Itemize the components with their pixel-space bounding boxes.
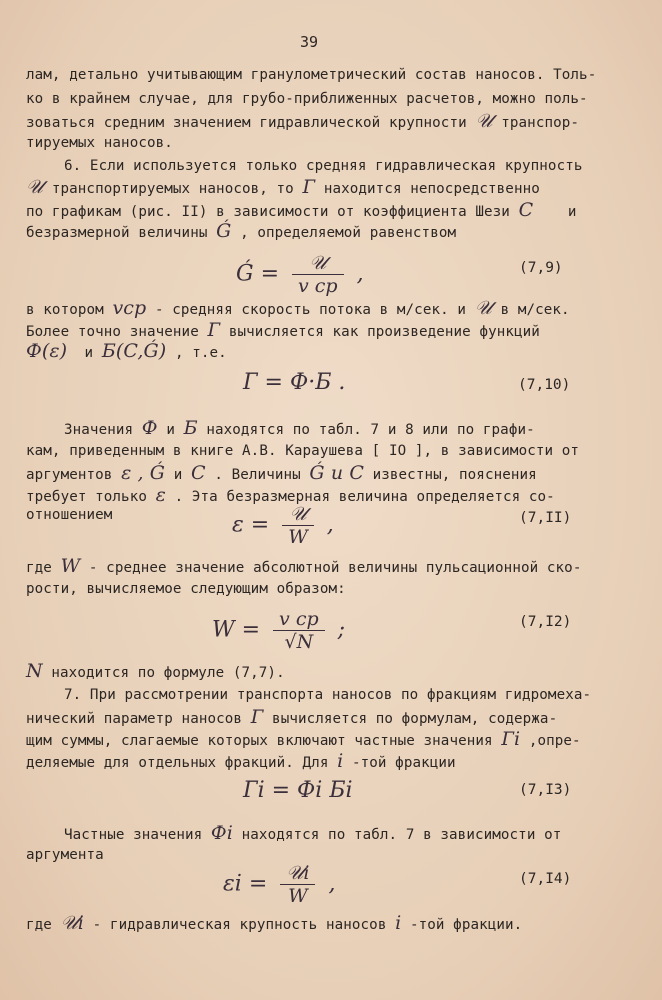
symbol-phi: Ф(ε)	[26, 340, 68, 362]
symbol-vcp: vср	[112, 297, 147, 319]
text-line	[26, 342, 227, 362]
text-line	[26, 201, 576, 221]
symbol-n: N	[26, 660, 43, 682]
page-number: 39	[300, 33, 319, 51]
text-span: . Эта безразмерная величина определяется со-	[174, 489, 555, 505]
text-line	[26, 557, 581, 577]
text-line: 6. Если используется только средняя гидравлическая крупность	[64, 158, 583, 174]
symbol-w: W	[60, 555, 81, 577]
text-span: - средняя скорость потока в м/сек. и	[154, 302, 467, 318]
text-line: отношением	[26, 507, 113, 523]
symbol-u: 𝒰	[26, 176, 44, 198]
text-span: -той фракции	[351, 755, 456, 771]
symbol-i: i	[395, 912, 402, 934]
text-span: щим суммы, слагаемые которых включают частные значения	[26, 733, 493, 749]
text-span: - гидравлическая крупность наносов	[92, 917, 387, 933]
text-span: нический параметр наносов	[26, 711, 243, 727]
text-line	[64, 824, 561, 844]
text-line	[26, 752, 456, 772]
text-span: зоваться средним значением гидравлической крупности	[26, 115, 467, 131]
text-line	[26, 464, 537, 484]
text-span: , определяемой равенством	[240, 225, 457, 241]
text-span: вычисляется по формулам, содержа-	[272, 711, 558, 727]
equation-7-11	[232, 503, 334, 548]
numerator: 𝒰	[309, 252, 327, 274]
text-span: и	[173, 467, 183, 483]
text-span: в котором	[26, 302, 104, 318]
text-span: Значения	[64, 422, 134, 438]
equation-7-10: Г = Ф·Б .	[243, 370, 346, 395]
text-span: вычисляется как произведение функций	[228, 324, 540, 340]
text-span: деляемые для отдельных фракций. Для	[26, 755, 329, 771]
symbol-gamma: Г	[302, 176, 316, 198]
text-line: рости, вычисляемое следующим образом:	[26, 581, 346, 597]
text-line	[26, 222, 456, 242]
symbol-gamma: Г	[250, 706, 264, 728]
symbol-u: 𝒰	[474, 297, 492, 319]
symbol-g: Ǵ	[216, 220, 232, 242]
equation-tail: ,	[328, 871, 336, 897]
equation-7-13: Гi = Фi Бi	[243, 778, 353, 803]
fraction	[273, 608, 325, 653]
text-span: транспортируемых наносов, то	[51, 181, 294, 197]
symbol-epsilon: ε	[155, 484, 166, 506]
equation-lhs: W =	[212, 617, 261, 643]
text-span: находятся по табл. 7 и 8 или по графи-	[206, 422, 535, 438]
equation-tail: ;	[337, 617, 346, 643]
symbol-u: 𝒰	[475, 110, 493, 132]
text-span: транспор-	[501, 115, 580, 131]
denominator: W	[280, 884, 315, 907]
denominator: v ср	[292, 274, 344, 297]
text-line	[64, 419, 535, 439]
numerator: 𝒰i	[286, 862, 310, 884]
equation-label: (7,I2)	[519, 614, 572, 630]
text-line	[26, 321, 540, 341]
text-span: и	[84, 345, 94, 361]
symbol-phi: Ф	[141, 417, 158, 439]
text-span: ,опре-	[528, 733, 581, 749]
symbol-i: i	[337, 750, 344, 772]
denominator: W	[282, 525, 314, 548]
text-line	[26, 914, 522, 934]
text-line	[26, 112, 579, 132]
equation-lhs: ε =	[232, 512, 270, 538]
text-span: находится по формуле (7,7).	[51, 665, 285, 681]
text-span: аргументов	[26, 467, 113, 483]
symbol-c: C	[191, 462, 206, 484]
text-span: требует только	[26, 489, 147, 505]
text-line: аргумента	[26, 847, 104, 863]
equation-tail: ,	[326, 512, 334, 538]
equation-label: (7,II)	[519, 510, 572, 526]
text-span: по графикам (рис. II) в зависимости от коэффициента Шези	[26, 204, 510, 220]
text-span: известны, пояснения	[372, 467, 537, 483]
symbol-gamma-i: Гi	[501, 728, 521, 750]
text-span: находятся по табл. 7 в зависимости от	[241, 827, 562, 843]
text-line: 7. При рассмотрении транспорта наносов по фракциям гидромеха-	[64, 687, 592, 703]
fraction	[280, 862, 315, 907]
symbol-b: Б	[183, 417, 198, 439]
fraction	[292, 252, 344, 297]
text-span: , т.е.	[174, 345, 227, 361]
text-line	[26, 299, 570, 319]
equation-tail: ,	[356, 261, 364, 287]
text-span: . Величины	[214, 467, 301, 483]
symbol-gc: Ǵ и C	[309, 462, 364, 484]
equation-label: (7,I3)	[519, 782, 572, 798]
symbol-b: Б(C,Ǵ)	[101, 340, 167, 362]
equation-label: (7,10)	[518, 377, 571, 393]
fraction	[282, 503, 314, 548]
equation-label: (7,I4)	[519, 871, 572, 887]
symbol-u-i: 𝒰i	[60, 912, 84, 934]
text-span: Более точно значение	[26, 324, 199, 340]
text-line	[26, 662, 285, 682]
symbol-phi-i: Фi	[210, 822, 233, 844]
symbol-c: C	[518, 199, 534, 221]
text-line: тируемых наносов.	[26, 135, 173, 151]
equation-7-12	[212, 608, 345, 653]
text-line: кам, приведенным в книге А.В. Караушева [ IO ], в зависимости от	[26, 443, 580, 459]
numerator: 𝒰	[289, 503, 307, 525]
text-line	[26, 708, 557, 728]
denominator: √N	[273, 630, 325, 653]
equation-label: (7,9)	[519, 260, 563, 276]
text-span: -той фракции.	[409, 917, 523, 933]
numerator: v ср	[279, 608, 319, 630]
text-line: ко в крайнем случае, для грубо-приближенных расчетов, можно поль-	[26, 91, 588, 107]
text-span: где	[26, 560, 52, 576]
equation-lhs: εi =	[223, 871, 268, 897]
text-span: в м/сек.	[500, 302, 570, 318]
text-line	[26, 178, 540, 198]
text-span: Частные значения	[64, 827, 203, 843]
symbol-args: ε , Ǵ	[121, 462, 166, 484]
equation-lhs: Ǵ =	[236, 261, 280, 287]
equation-7-9	[236, 252, 364, 297]
text-span: находится непосредственно	[323, 181, 540, 197]
text-line: лам, детально учитывающим гранулометрический состав наносов. Толь-	[26, 67, 597, 83]
text-span: - среднее значение абсолютной величины пульсационной ско-	[88, 560, 582, 576]
text-span: и	[567, 204, 577, 220]
text-line	[26, 730, 581, 750]
text-span: и	[166, 422, 175, 438]
text-span: безразмерной величины	[26, 225, 208, 241]
text-span: где	[26, 917, 52, 933]
symbol-gamma: Г	[207, 319, 221, 341]
equation-7-14	[223, 862, 335, 907]
